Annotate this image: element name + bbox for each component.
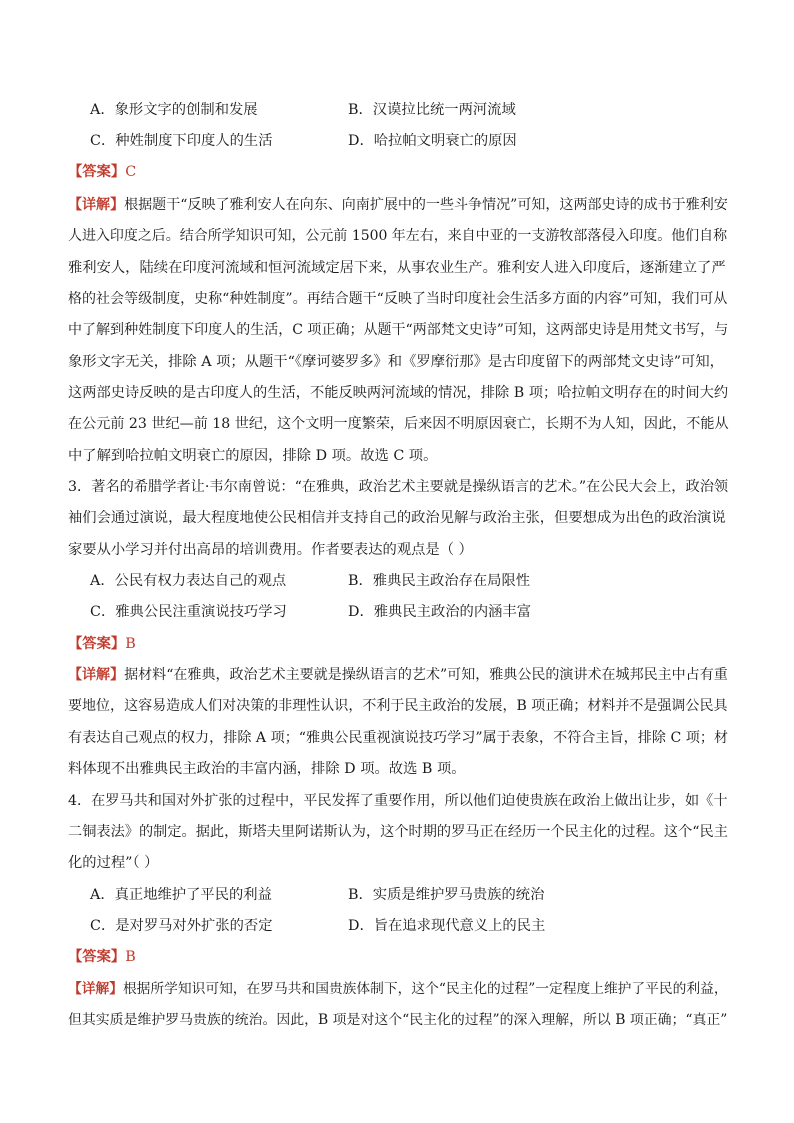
q4-detail-line: 但其实质是维护罗马贵族的统治。因此，B 项是对这个“民主化的过程”的深入理解，所以 B 项正确；“真正” xyxy=(68,1012,728,1028)
q2-option-b: B．汉谟拉比统一两河流域 xyxy=(348,102,516,118)
q4-option-a: A．真正地维护了平民的利益 xyxy=(90,887,272,903)
answer-label: 【答案】 xyxy=(68,949,126,965)
q2-detail-line: 中了解到种姓制度下印度人的生活，C 项正确；从题干“两部梵文史诗”可知，这两部史诗是用梵文书写，与 xyxy=(68,322,729,338)
q4-detail-line: 【详解】根据所学知识可知，在罗马共和国贵族体制下，这个“民主化的过程”一定程度上维护了平民的利益， xyxy=(68,981,728,997)
q3-option-b: B．雅典民主政治存在局限性 xyxy=(348,573,531,589)
q2-detail-line: 格的社会等级制度，史称“种姓制度”。再结合题干“反映了当时印度社会生活多方面的内容”可知，我们可从 xyxy=(68,291,728,307)
q2-detail-line: 【详解】根据题干“反映了雅利安人在向东、向南扩展中的一些斗争情况”可知，这两部史诗的成书于雅利安 xyxy=(68,197,728,213)
q2-detail-line: 中了解到哈拉帕文明衰亡的原因，排除 D 项。故选 C 项。 xyxy=(68,448,438,464)
answer-label: 【答案】 xyxy=(68,164,126,180)
q4-stem-line: 二铜表法》的制定。据此，斯塔夫里阿诺斯认为，这个时期的罗马正在经历一个民主化的过程。这个“民主 xyxy=(68,824,728,840)
q3-option-a: A．公民有权力表达自己的观点 xyxy=(90,573,287,589)
answer-label: 【答案】 xyxy=(68,636,126,652)
q3-stem-line: 3．著名的希腊学者让·韦尔南曾说：“在雅典，政治艺术主要就是操纵语言的艺术。”在公民大会上，政治领 xyxy=(68,479,729,495)
q3-option-c: C．雅典公民注重演说技巧学习 xyxy=(90,604,287,620)
q4-option-c: C．是对罗马对外扩张的否定 xyxy=(90,918,273,934)
answer-value: B xyxy=(125,949,136,965)
q3-detail-line: 料体现不出雅典民主政治的丰富内涵，排除 D 项。故选 B 项。 xyxy=(68,761,466,777)
q2-option-d: D．哈拉帕文明衰亡的原因 xyxy=(348,133,517,149)
detail-label: 【详解】 xyxy=(68,981,123,997)
q3-answer xyxy=(68,634,728,654)
q4-stem-line: 4．在罗马共和国对外扩张的过程中，平民发挥了重要作用，所以他们迫使贵族在政治上做出让步，如《十 xyxy=(68,793,728,809)
q3-detail-line: 【详解】据材料“在雅典，政治艺术主要就是操纵语言的艺术”可知，雅典公民的演讲术在城邦民主中占有重 xyxy=(68,667,728,683)
q2-option-a: A．象形文字的创制和发展 xyxy=(90,102,258,118)
q3-detail-line: 有表达自己观点的权力，排除 A 项；“雅典公民重视演说技巧学习”属于表象，不符合主旨，排除 C 项；材 xyxy=(68,730,729,746)
q3-option-d: D．雅典民主政治的内涵丰富 xyxy=(348,604,532,620)
q2-detail-line: 人进入印度之后。结合所学知识可知，公元前 1500 年左右，来自中亚的一支游牧部落侵入印度。他们自称 xyxy=(68,228,728,244)
q2-detail-line: 这两部史诗反映的是古印度人的生活，不能反映两河流域的情况，排除 B 项；哈拉帕文明存在的时间大约 xyxy=(68,385,729,401)
q2-detail-line: 雅利安人，陆续在印度河流域和恒河流域定居下来，从事农业生产。雅利安人进入印度后，逐渐建立了严 xyxy=(68,260,726,276)
q3-detail-line: 要地位，这容易造成人们对决策的非理性认识，不利于民主政治的发展，B 项正确；材料并不是强调公民具 xyxy=(68,698,728,714)
detail-label: 【详解】 xyxy=(68,667,125,683)
q2-detail-line: 象形文字无关，排除 A 项；从题干“《摩诃婆罗多》和《罗摩衍那》是古印度留下的两部梵文史诗”可知， xyxy=(68,354,724,370)
q3-stem-line: 家要从小学习并付出高昂的培训费用。作者要表达的观点是（ ） xyxy=(68,542,473,558)
q4-stem-line: 化的过程”（ ） xyxy=(68,855,159,871)
q2-option-c: C．种姓制度下印度人的生活 xyxy=(90,133,273,149)
q4-option-d: D．旨在追求现代意义上的民主 xyxy=(348,918,546,934)
answer-value: B xyxy=(125,636,136,652)
q3-stem-line: 袖们会通过演说，最大程度地使公民相信并支持自己的政治见解与政治主张，但要想成为出色的政治演说 xyxy=(68,510,726,526)
q4-answer xyxy=(68,947,728,967)
q2-answer xyxy=(68,162,728,182)
detail-label: 【详解】 xyxy=(68,197,125,213)
answer-value: C xyxy=(125,164,137,180)
q2-detail-line: 在公元前 23 世纪—前 18 世纪，这个文明一度繁荣，后来因不明原因衰亡，长期不为人知，因此，不能从 xyxy=(68,416,729,432)
q4-option-b: B．实质是维护罗马贵族的统治 xyxy=(348,887,545,903)
